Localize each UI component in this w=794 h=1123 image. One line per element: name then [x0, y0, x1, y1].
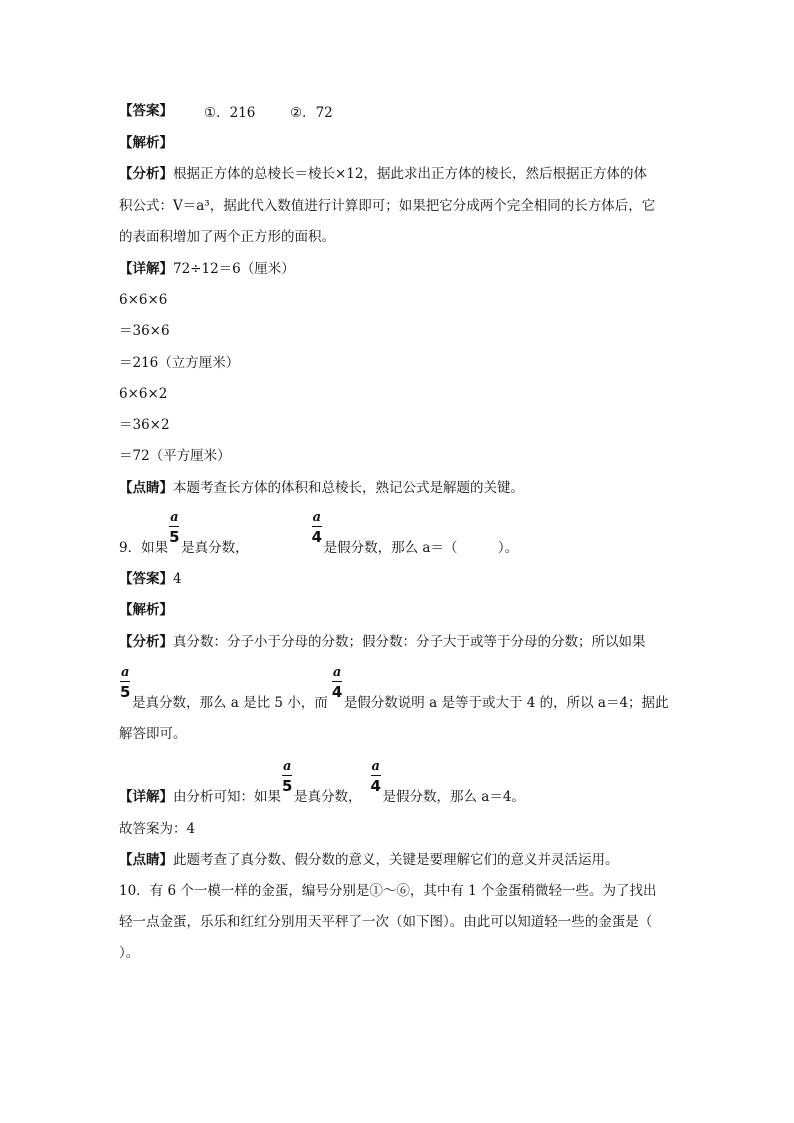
calc-step: 6×6×6	[119, 292, 168, 308]
fenxi-line-2: $\frac{a}{5}$ 是真分数，那么 a 是比 5 小，而 $\frac{a}{4}$ 是假分数说明 a 是等于或大于 4 的，所以 a＝4；据此	[120, 665, 669, 711]
dianjing-line: 【点睛】此题考查了真分数、假分数的意义，关键是要理解它们的意义并灵活运用。	[119, 852, 619, 868]
xiangjie-line: 【详解】72÷12＝6（厘米）	[119, 261, 295, 277]
dianjing-line: 【点睛】本题考查长方体的体积和总棱长，熟记公式是解题的关键。	[119, 480, 524, 496]
calc-step: ＝72（平方厘米）	[119, 448, 231, 464]
question-10-line-2: 轻一点金蛋，乐乐和红红分别用天平秤了一次（如下图）。由此可以知道轻一些的金蛋是（	[119, 914, 653, 930]
answer-line: 【答案】4	[119, 571, 182, 587]
answer-1: ①．216	[204, 105, 256, 121]
calc-step: ＝36×6	[119, 323, 170, 339]
fenxi-line-3: 解答即可。	[119, 726, 187, 742]
question-10-line-3: ）。	[119, 945, 140, 961]
fraction-a-over-5: $\frac{a}{5}$	[282, 759, 293, 795]
answer-2: ②．72	[289, 105, 333, 121]
answer-tag: 【答案】	[119, 103, 173, 119]
fenxi-line-1: 【分析】根据正方体的总棱长＝棱长×12，据此求出正方体的棱长，然后根据正方体的体	[119, 166, 647, 182]
calc-step: ＝36×2	[119, 417, 170, 433]
fraction-a-over-5: $\frac{a}{5}$	[169, 510, 180, 546]
question-10-line-1: 10．有 6 个一模一样的金蛋，编号分别是①～⑥，其中有 1 个金蛋稍微轻一些。为了找出	[119, 883, 657, 899]
final-answer: 故答案为：4	[119, 821, 196, 837]
fenxi-line-1: 【分析】真分数：分子小于分母的分数；假分数：分子大于或等于分母的分数；所以如果	[119, 634, 646, 650]
fraction-a-over-5: $\frac{a}{5}$	[120, 665, 131, 701]
question-9: 9．如果 $\frac{a}{5}$ 是真分数， $\frac{a}{4}$ 是假分数，那么 a＝（ ）。	[119, 510, 519, 556]
fenxi-line-2: 积公式：V＝a³，据此代入数值进行计算即可；如果把它分成两个完全相同的长方体后，它	[119, 198, 656, 214]
fraction-a-over-4: $\frac{a}{4}$	[311, 510, 323, 546]
xiangjie-line: 【详解】由分析可知：如果 $\frac{a}{5}$ 是真分数， $\frac{a}{4}$ 是假分数，那么 a＝4。	[119, 759, 525, 805]
analysis-heading: 【解析】	[119, 135, 173, 151]
fenxi-line-3: 的表面积增加了两个正方形的面积。	[119, 229, 335, 245]
fraction-a-over-4: $\frac{a}{4}$	[331, 665, 343, 701]
answer-line	[119, 101, 173, 121]
fraction-a-over-4: $\frac{a}{4}$	[370, 759, 381, 795]
calc-step: 6×6×2	[119, 386, 168, 402]
answer-values	[204, 101, 333, 121]
analysis-heading: 【解析】	[119, 602, 173, 618]
calc-step: ＝216（立方厘米）	[119, 355, 240, 371]
